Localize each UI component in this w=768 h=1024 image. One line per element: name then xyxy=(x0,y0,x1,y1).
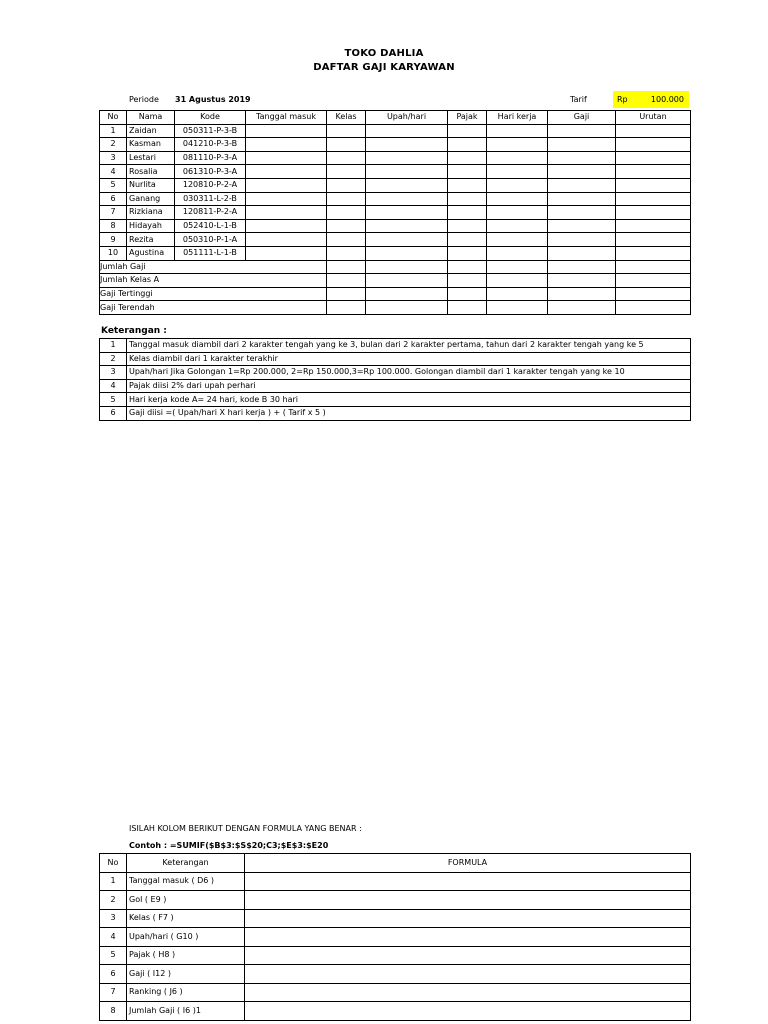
row-kode: 041210-P-3-B xyxy=(175,138,246,152)
keterangan-text: Kelas diambil dari 1 karakter terakhir xyxy=(127,352,691,366)
row-nama: Agustina xyxy=(127,246,175,260)
summary-row xyxy=(100,260,691,274)
column-header-upah-hari: Upah/hari xyxy=(366,111,448,125)
store-name: TOKO DAHLIA xyxy=(344,48,424,59)
summary-cell-hari-kerja[interactable] xyxy=(487,301,548,315)
formula-row xyxy=(100,872,691,891)
row-nama: Lestari xyxy=(127,151,175,165)
tarif-currency: Rp xyxy=(617,95,628,104)
keterangan-no: 1 xyxy=(100,339,127,353)
keterangan-text: Tanggal masuk diambil dari 2 karakter tengah yang ke 3, bulan dari 2 karakter pertama, tahun dari 2 karakter tengah yang ke 5 xyxy=(127,339,691,353)
formula-column-no: No xyxy=(100,854,127,873)
cell-tanggal-masuk[interactable] xyxy=(246,124,327,138)
table-row xyxy=(100,138,691,152)
summary-row xyxy=(100,301,691,315)
cell-tanggal-masuk[interactable] xyxy=(246,138,327,152)
header-row xyxy=(100,111,691,125)
column-header-hari-kerja: Hari kerja xyxy=(487,111,548,125)
table-row xyxy=(100,219,691,233)
summary-cell-upah-hari[interactable] xyxy=(366,287,448,301)
table-row xyxy=(100,206,691,220)
cell-pajak[interactable] xyxy=(448,165,487,179)
cell-urutan[interactable] xyxy=(616,151,691,165)
cell-urutan[interactable] xyxy=(616,219,691,233)
formula-row xyxy=(100,965,691,984)
summary-label: Gaji Terendah xyxy=(100,301,327,315)
periode-value: 31 Agustus 2019 xyxy=(175,95,251,104)
summary-cell-urutan[interactable] xyxy=(616,287,691,301)
row-no: 3 xyxy=(100,151,127,165)
cell-kelas[interactable] xyxy=(327,151,366,165)
summary-row xyxy=(100,274,691,288)
cell-upah-hari[interactable] xyxy=(366,165,448,179)
row-nama: Rizkiana xyxy=(127,206,175,220)
cell-urutan[interactable] xyxy=(616,178,691,192)
keterangan-row xyxy=(100,339,691,353)
keterangan-row xyxy=(100,393,691,407)
row-kode: 120811-P-2-A xyxy=(175,206,246,220)
cell-kelas[interactable] xyxy=(327,124,366,138)
row-nama: Ganang xyxy=(127,192,175,206)
formula-row xyxy=(100,1002,691,1021)
summary-cell-upah-hari[interactable] xyxy=(366,260,448,274)
keterangan-text: Upah/hari Jika Golongan 1=Rp 200.000, 2=Rp 150.000,3=Rp 100.000. Golongan diambil dari 1 karakter tengah yang ke 10 xyxy=(127,366,691,380)
formula-input-cell[interactable] xyxy=(245,965,691,984)
tarif-label: Tarif xyxy=(570,95,587,104)
summary-cell-gaji[interactable] xyxy=(548,301,616,315)
cell-upah-hari[interactable] xyxy=(366,246,448,260)
formula-row-keterangan: Jumlah Gaji ( I6 )1 xyxy=(127,1002,245,1021)
table-row xyxy=(100,192,691,206)
row-kode: 030311-L-2-B xyxy=(175,192,246,206)
formula-row xyxy=(100,928,691,947)
formula-row-keterangan: Pajak ( H8 ) xyxy=(127,946,245,965)
keterangan-row xyxy=(100,352,691,366)
formula-input-cell[interactable] xyxy=(245,891,691,910)
column-header-pajak: Pajak xyxy=(448,111,487,125)
cell-kelas[interactable] xyxy=(327,233,366,247)
keterangan-table xyxy=(99,338,691,421)
cell-gaji[interactable] xyxy=(548,246,616,260)
cell-gaji[interactable] xyxy=(548,233,616,247)
keterangan-no: 5 xyxy=(100,393,127,407)
formula-row-no: 3 xyxy=(100,909,127,928)
cell-urutan[interactable] xyxy=(616,192,691,206)
formula-row-keterangan: Upah/hari ( G10 ) xyxy=(127,928,245,947)
cell-hari-kerja[interactable] xyxy=(487,233,548,247)
cell-upah-hari[interactable] xyxy=(366,138,448,152)
row-nama: Rezita xyxy=(127,233,175,247)
row-nama: Hidayah xyxy=(127,219,175,233)
formula-row-keterangan: Ranking ( J6 ) xyxy=(127,983,245,1002)
summary-cell-kelas[interactable] xyxy=(327,260,366,274)
table-row xyxy=(100,124,691,138)
formula-row xyxy=(100,983,691,1002)
cell-pajak[interactable] xyxy=(448,219,487,233)
cell-kelas[interactable] xyxy=(327,192,366,206)
column-header-tanggal-masuk: Tanggal masuk xyxy=(246,111,327,125)
keterangan-text: Gaji diisi =( Upah/hari X hari kerja ) + ( Tarif x 5 ) xyxy=(127,406,691,420)
keterangan-heading: Keterangan : xyxy=(101,326,167,336)
formula-example: Contoh : =SUMIF($B$3:$S$20;C3;$E$3:$E20 xyxy=(129,841,329,850)
row-kode: 050311-P-3-B xyxy=(175,124,246,138)
formula-row-keterangan: Gol ( E9 ) xyxy=(127,891,245,910)
cell-upah-hari[interactable] xyxy=(366,124,448,138)
row-no: 7 xyxy=(100,206,127,220)
cell-gaji[interactable] xyxy=(548,178,616,192)
periode-label: Periode xyxy=(129,95,159,104)
summary-cell-kelas[interactable] xyxy=(327,301,366,315)
row-no: 8 xyxy=(100,219,127,233)
cell-kelas[interactable] xyxy=(327,219,366,233)
cell-hari-kerja[interactable] xyxy=(487,165,548,179)
formula-column-keterangan: Keterangan xyxy=(127,854,245,873)
formula-row-no: 7 xyxy=(100,983,127,1002)
formula-input-cell[interactable] xyxy=(245,1002,691,1021)
cell-hari-kerja[interactable] xyxy=(487,219,548,233)
summary-cell-gaji[interactable] xyxy=(548,274,616,288)
row-kode: 120810-P-2-A xyxy=(175,178,246,192)
keterangan-text: Pajak diisi 2% dari upah perhari xyxy=(127,379,691,393)
cell-tanggal-masuk[interactable] xyxy=(246,178,327,192)
cell-pajak[interactable] xyxy=(448,192,487,206)
cell-tanggal-masuk[interactable] xyxy=(246,246,327,260)
row-no: 2 xyxy=(100,138,127,152)
column-header-nama: Nama xyxy=(127,111,175,125)
formula-row-no: 1 xyxy=(100,872,127,891)
summary-cell-upah-hari[interactable] xyxy=(366,274,448,288)
cell-urutan[interactable] xyxy=(616,124,691,138)
cell-pajak[interactable] xyxy=(448,233,487,247)
summary-cell-gaji[interactable] xyxy=(548,260,616,274)
row-nama: Kasman xyxy=(127,138,175,152)
cell-gaji[interactable] xyxy=(548,138,616,152)
table-row xyxy=(100,151,691,165)
row-nama: Rosalia xyxy=(127,165,175,179)
column-header-no: No xyxy=(100,111,127,125)
cell-gaji[interactable] xyxy=(548,151,616,165)
summary-cell-hari-kerja[interactable] xyxy=(487,260,548,274)
keterangan-no: 3 xyxy=(100,366,127,380)
cell-hari-kerja[interactable] xyxy=(487,246,548,260)
cell-pajak[interactable] xyxy=(448,151,487,165)
cell-kelas[interactable] xyxy=(327,206,366,220)
formula-row-no: 4 xyxy=(100,928,127,947)
summary-cell-pajak[interactable] xyxy=(448,287,487,301)
formula-row-keterangan: Tanggal masuk ( D6 ) xyxy=(127,872,245,891)
row-no: 5 xyxy=(100,178,127,192)
cell-hari-kerja[interactable] xyxy=(487,192,548,206)
formula-row xyxy=(100,946,691,965)
formula-row-no: 2 xyxy=(100,891,127,910)
cell-upah-hari[interactable] xyxy=(366,178,448,192)
instruction-text: ISILAH KOLOM BERIKUT DENGAN FORMULA YANG BENAR : xyxy=(129,824,362,833)
formula-column-formula: FORMULA xyxy=(245,854,691,873)
row-kode: 052410-L-1-B xyxy=(175,219,246,233)
formula-row xyxy=(100,891,691,910)
cell-gaji[interactable] xyxy=(548,206,616,220)
formula-table xyxy=(99,853,691,1021)
summary-cell-hari-kerja[interactable] xyxy=(487,287,548,301)
cell-hari-kerja[interactable] xyxy=(487,138,548,152)
row-kode: 050310-P-1-A xyxy=(175,233,246,247)
formula-input-cell[interactable] xyxy=(245,946,691,965)
tarif-cell[interactable] xyxy=(613,91,689,108)
keterangan-row xyxy=(100,379,691,393)
summary-label: Jumlah Kelas A xyxy=(100,274,327,288)
keterangan-no: 4 xyxy=(100,379,127,393)
column-header-kode: Kode xyxy=(175,111,246,125)
cell-gaji[interactable] xyxy=(548,165,616,179)
summary-cell-hari-kerja[interactable] xyxy=(487,274,548,288)
cell-hari-kerja[interactable] xyxy=(487,124,548,138)
cell-kelas[interactable] xyxy=(327,138,366,152)
summary-cell-pajak[interactable] xyxy=(448,260,487,274)
table-row xyxy=(100,246,691,260)
row-kode: 051111-L-1-B xyxy=(175,246,246,260)
cell-gaji[interactable] xyxy=(548,219,616,233)
row-kode: 081110-P-3-A xyxy=(175,151,246,165)
row-no: 9 xyxy=(100,233,127,247)
cell-tanggal-masuk[interactable] xyxy=(246,233,327,247)
keterangan-text: Hari kerja kode A= 24 hari, kode B 30 hari xyxy=(127,393,691,407)
summary-row xyxy=(100,287,691,301)
table-row xyxy=(100,233,691,247)
column-header-kelas: Kelas xyxy=(327,111,366,125)
column-header-gaji: Gaji xyxy=(548,111,616,125)
cell-pajak[interactable] xyxy=(448,138,487,152)
formula-row-keterangan: Gaji ( I12 ) xyxy=(127,965,245,984)
summary-cell-pajak[interactable] xyxy=(448,274,487,288)
row-no: 6 xyxy=(100,192,127,206)
cell-gaji[interactable] xyxy=(548,124,616,138)
formula-row-no: 5 xyxy=(100,946,127,965)
summary-cell-urutan[interactable] xyxy=(616,260,691,274)
keterangan-row xyxy=(100,366,691,380)
cell-urutan[interactable] xyxy=(616,246,691,260)
cell-urutan[interactable] xyxy=(616,165,691,179)
formula-row-no: 8 xyxy=(100,1002,127,1021)
formula-input-cell[interactable] xyxy=(245,909,691,928)
cell-urutan[interactable] xyxy=(616,206,691,220)
summary-cell-urutan[interactable] xyxy=(616,301,691,315)
cell-pajak[interactable] xyxy=(448,206,487,220)
cell-pajak[interactable] xyxy=(448,178,487,192)
cell-hari-kerja[interactable] xyxy=(487,206,548,220)
table-row xyxy=(100,178,691,192)
cell-tanggal-masuk[interactable] xyxy=(246,192,327,206)
keterangan-row xyxy=(100,406,691,420)
row-nama: Zaidan xyxy=(127,124,175,138)
column-header-urutan: Urutan xyxy=(616,111,691,125)
document-title: DAFTAR GAJI KARYAWAN xyxy=(313,62,455,73)
summary-cell-urutan[interactable] xyxy=(616,274,691,288)
cell-hari-kerja[interactable] xyxy=(487,178,548,192)
table-row xyxy=(100,165,691,179)
row-no: 4 xyxy=(100,165,127,179)
keterangan-no: 2 xyxy=(100,352,127,366)
formula-row xyxy=(100,909,691,928)
cell-upah-hari[interactable] xyxy=(366,192,448,206)
keterangan-no: 6 xyxy=(100,406,127,420)
cell-urutan[interactable] xyxy=(616,138,691,152)
formula-row-no: 6 xyxy=(100,965,127,984)
cell-upah-hari[interactable] xyxy=(366,151,448,165)
summary-cell-kelas[interactable] xyxy=(327,274,366,288)
cell-tanggal-masuk[interactable] xyxy=(246,165,327,179)
cell-kelas[interactable] xyxy=(327,165,366,179)
formula-input-cell[interactable] xyxy=(245,872,691,891)
cell-hari-kerja[interactable] xyxy=(487,151,548,165)
cell-upah-hari[interactable] xyxy=(366,206,448,220)
cell-tanggal-masuk[interactable] xyxy=(246,151,327,165)
cell-upah-hari[interactable] xyxy=(366,219,448,233)
tarif-value: 100.000 xyxy=(650,95,684,104)
cell-upah-hari[interactable] xyxy=(366,233,448,247)
row-kode: 061310-P-3-A xyxy=(175,165,246,179)
cell-pajak[interactable] xyxy=(448,124,487,138)
cell-tanggal-masuk[interactable] xyxy=(246,219,327,233)
formula-row-keterangan: Kelas ( F7 ) xyxy=(127,909,245,928)
salary-table xyxy=(99,110,691,315)
summary-cell-gaji[interactable] xyxy=(548,287,616,301)
cell-urutan[interactable] xyxy=(616,233,691,247)
summary-label: Gaji Tertinggi xyxy=(100,287,327,301)
cell-gaji[interactable] xyxy=(548,192,616,206)
summary-cell-upah-hari[interactable] xyxy=(366,301,448,315)
cell-tanggal-masuk[interactable] xyxy=(246,206,327,220)
cell-kelas[interactable] xyxy=(327,178,366,192)
formula-header-row xyxy=(100,854,691,873)
row-no: 10 xyxy=(100,246,127,260)
summary-label: Jumlah Gaji xyxy=(100,260,327,274)
row-nama: Nurlita xyxy=(127,178,175,192)
summary-cell-pajak[interactable] xyxy=(448,301,487,315)
cell-pajak[interactable] xyxy=(448,246,487,260)
summary-cell-kelas[interactable] xyxy=(327,287,366,301)
row-no: 1 xyxy=(100,124,127,138)
cell-kelas[interactable] xyxy=(327,246,366,260)
formula-input-cell[interactable] xyxy=(245,983,691,1002)
formula-input-cell[interactable] xyxy=(245,928,691,947)
